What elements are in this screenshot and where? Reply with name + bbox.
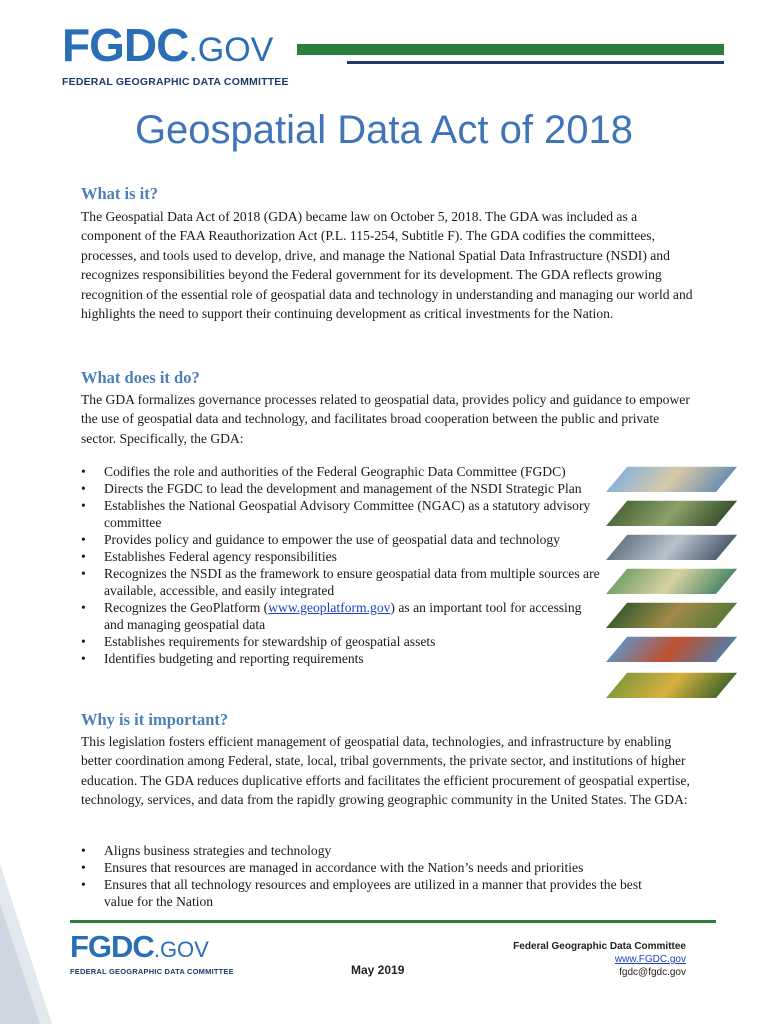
coast-image-tile (606, 569, 737, 594)
footer-logo-suffix-text: .GOV (153, 937, 209, 962)
list-item: • Provides policy and guidance to empower the use of geospatial data and technology (81, 531, 601, 548)
list-item: • Recognizes the NSDI as the framework to ensure geospatial data from multiple sources are available, accessible, and easily integrated (81, 565, 601, 599)
header-blue-rule (347, 61, 724, 64)
header-logo (62, 20, 289, 88)
footer-contact (513, 940, 686, 979)
logo-suffix-text: .GOV (188, 31, 274, 69)
list-item: • Identifies budgeting and reporting requirements (81, 650, 601, 667)
section-body-what-is-it: The Geospatial Data Act of 2018 (GDA) became law on October 5, 2018. The GDA was included as a component of the FAA Reauthorization Act (P.L. 115-254, Subtitle F). The GDA codifies the committees, processes, and tools used to develop, drive, and manage the National Spatial Data Infrastructure (NSDI) and recognizes responsibilities beyond the Federal government for its development. The GDA reflects growing recognition of the essential role of geospatial data and technology in understanding and managing our world and highlights the need to support their continuing development as critical investments for the Nation. (81, 209, 693, 322)
list-item: • Ensures that all technology resources and employees are utilized in a manner that provides the best value for the Nation (81, 876, 671, 910)
list-item: • Establishes Federal agency responsibilities (81, 548, 601, 565)
list-item: • Aligns business strategies and technology (81, 842, 671, 859)
list-item: • Codifies the role and authorities of the Federal Geographic Data Committee (FGDC) (81, 463, 601, 480)
footer-org-name: Federal Geographic Data Committee (513, 941, 686, 952)
footer-logo (70, 930, 234, 976)
decorative-swoosh (0, 864, 52, 1024)
surveyor-image-tile (606, 637, 737, 662)
gda-benefits-list (81, 842, 671, 910)
logo-main-text: FGDC (62, 19, 189, 71)
section-body-what-does-it-do: The GDA formalizes governance processes related to geospatial data, provides policy and guidance to empower the use of geospatial data and technology, and facilitates broad cooperation between the public and private sector. Specifically, the GDA: (81, 392, 690, 446)
list-item: • Directs the FGDC to lead the development and management of the NSDI Strategic Plan (81, 480, 601, 497)
publication-date: May 2019 (351, 963, 405, 977)
list-item: • Establishes the National Geospatial Advisory Committee (NGAC) as a statutory advisory committee (81, 497, 601, 531)
list-item: • Recognizes the GeoPlatform (www.geoplatform.gov) as an important tool for accessing and managing geospatial data (81, 599, 601, 633)
section-heading-what-is-it: What is it? (81, 184, 159, 203)
section-heading-what-does-it-do: What does it do? (81, 368, 200, 387)
forest-image-tile (606, 501, 737, 526)
road-image-tile (606, 535, 737, 560)
footer-logo-subtitle: FEDERAL GEOGRAPHIC DATA COMMITTEE (70, 967, 234, 976)
footer-logo-main-text: FGDC (70, 929, 154, 964)
list-item: • Ensures that resources are managed in accordance with the Nation’s needs and priorities (81, 859, 671, 876)
gda-functions-list (81, 463, 601, 667)
logo-subtitle: FEDERAL GEOGRAPHIC DATA COMMITTEE (62, 76, 289, 88)
page-title: Geospatial Data Act of 2018 (134, 108, 634, 152)
geospatial-imagery-stack (606, 456, 718, 666)
farmland-image-tile (606, 673, 737, 698)
footer-email: fgdc@fgdc.gov (619, 967, 686, 978)
list-item: • Establishes requirements for stewardship of geospatial assets (81, 633, 601, 650)
header-green-rule (297, 44, 724, 55)
section-heading-why-important: Why is it important? (81, 710, 229, 729)
footer-website-link[interactable]: www.FGDC.gov (614, 954, 686, 965)
city-image-tile (606, 467, 737, 492)
geoplatform-link[interactable]: www.geoplatform.gov (268, 600, 391, 615)
field-image-tile (606, 603, 737, 628)
section-body-why-important: This legislation fosters efficient management of geospatial data, technologies, and infrastructure by enabling better coordination among Federal, state, local, tribal governments, the private sector, and institutions of higher education. The GDA reduces duplicative efforts and facilitates the efficient procurement of geospatial expertise, technology, services, and data from the rapidly growing geographic community in the United States. The GDA: (81, 734, 690, 808)
footer-green-rule (70, 920, 716, 923)
